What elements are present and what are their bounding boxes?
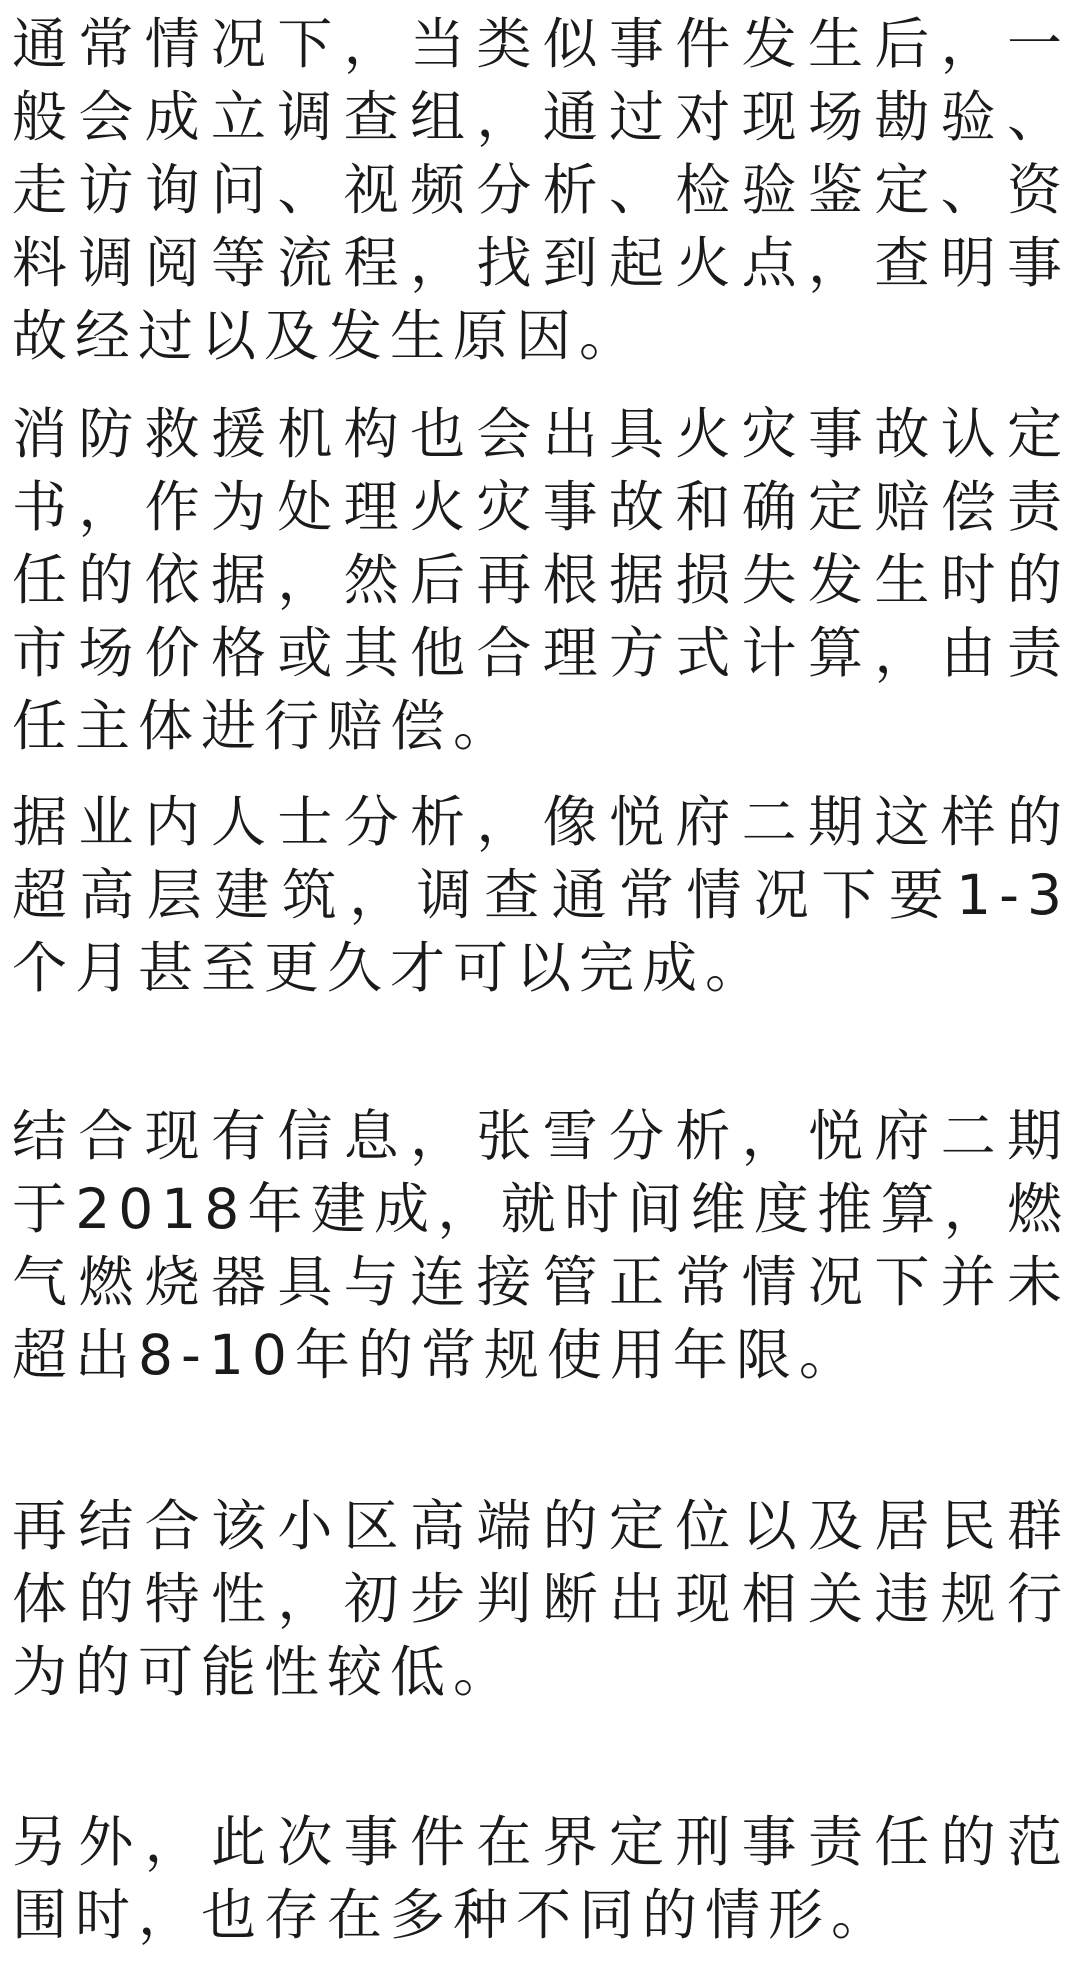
paragraph: 据业内人士分析，像悦府二期这样的超高层建筑，调查通常情况下要1-3个月甚至更久才可以完成。 xyxy=(12,790,1070,1000)
paragraph: 消防救援机构也会出具火灾事故认定书，作为处理火灾事故和确定赔偿责任的依据，然后再根据损失发生时的市场价格或其他合理方式计算，由责任主体进行赔偿。 xyxy=(12,402,1070,758)
paragraph: 另外，此次事件在界定刑事责任的范围时，也存在多种不同的情形。 xyxy=(12,1810,1070,1947)
paragraph: 结合现有信息，张雪分析，悦府二期于2018年建成，就时间维度推算，燃气燃烧器具与连接管正常情况下并未超出8-10年的常规使用年限。 xyxy=(12,1104,1070,1387)
paragraph: 通常情况下，当类似事件发生后，一般会成立调查组，通过对现场勘验、走访询问、视频分析、检验鉴定、资料调阅等流程，找到起火点，查明事故经过以及发生原因。 xyxy=(12,12,1070,368)
paragraph: 再结合该小区高端的定位以及居民群体的特性，初步判断出现相关违规行为的可能性较低。 xyxy=(12,1494,1070,1704)
